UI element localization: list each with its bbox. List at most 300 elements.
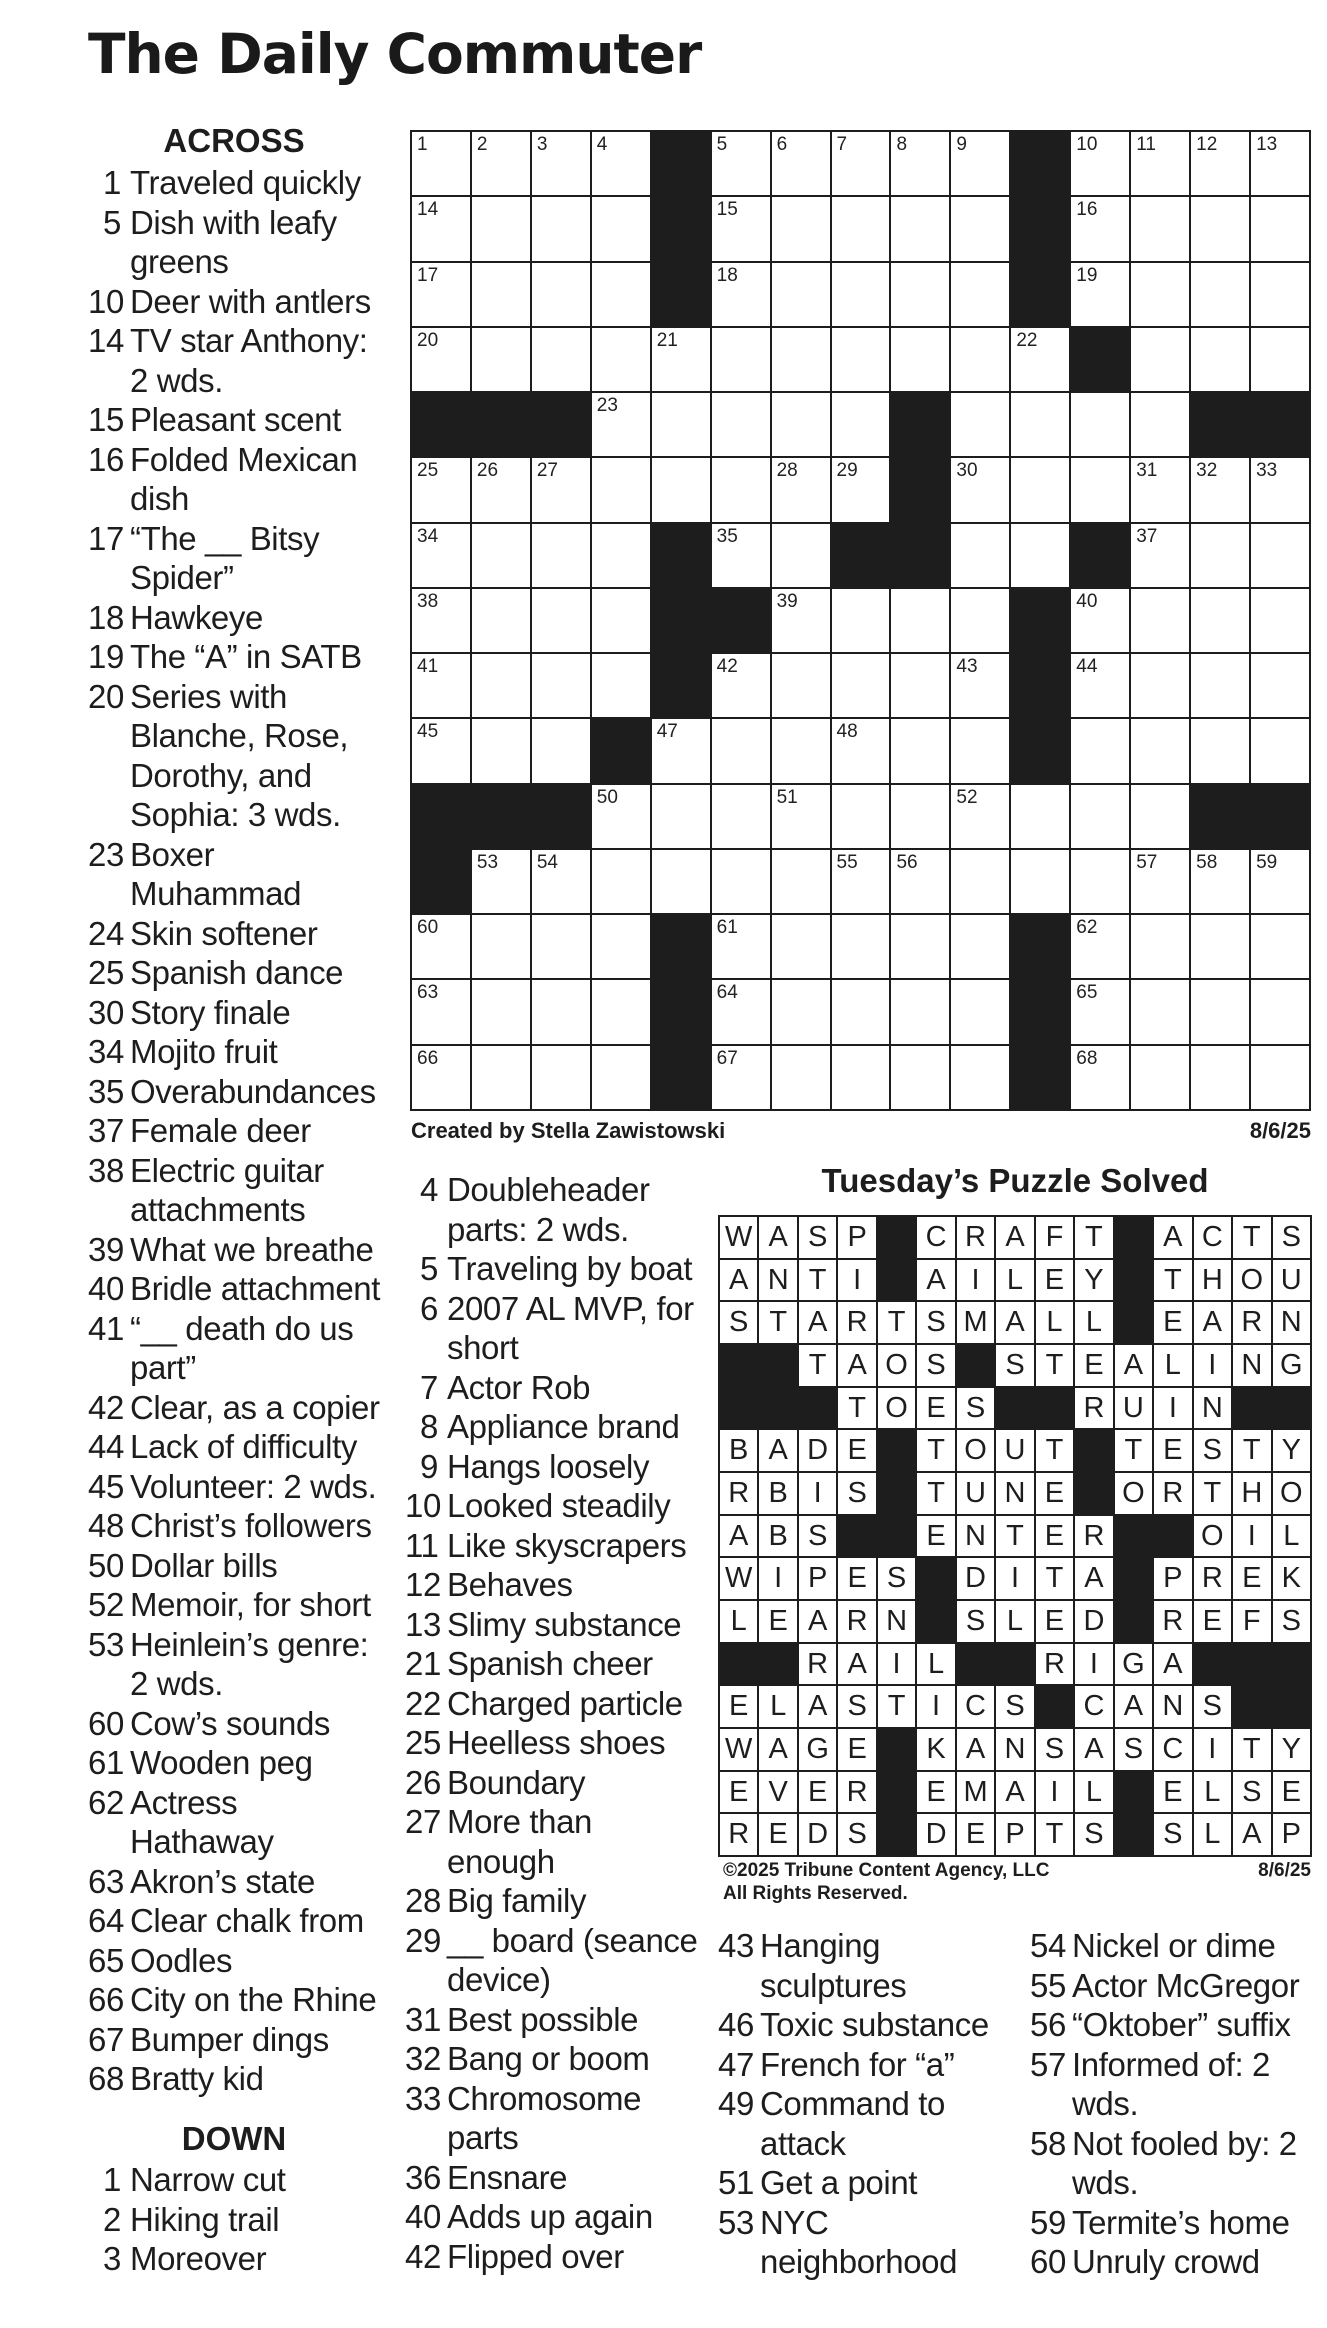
- grid-cell[interactable]: [712, 719, 770, 782]
- clue-number: 53: [718, 2203, 754, 2241]
- grid-cell[interactable]: [772, 850, 830, 913]
- solution-letter: E: [759, 1601, 796, 1642]
- grid-cell[interactable]: [592, 458, 650, 521]
- clue-text: City on the Rhine: [130, 1981, 377, 2018]
- grid-cell[interactable]: [1011, 328, 1069, 391]
- clue-item: [405, 1249, 705, 1289]
- down-clue-list-col4: [1030, 1926, 1320, 2282]
- solution-letter: E: [957, 1814, 994, 1855]
- grid-cell[interactable]: [1131, 458, 1189, 521]
- grid-cell[interactable]: [891, 850, 949, 913]
- grid-cell[interactable]: [772, 719, 830, 782]
- grid-cell[interactable]: [891, 785, 949, 848]
- grid-cell[interactable]: [1131, 197, 1189, 260]
- clue-text: “The __ Bitsy Spider”: [130, 519, 320, 596]
- solution-letter: A: [799, 1601, 836, 1642]
- grid-cell[interactable]: [1011, 393, 1069, 456]
- clue-item: [405, 1684, 705, 1724]
- grid-cell[interactable]: [1131, 524, 1189, 587]
- grid-cell[interactable]: [832, 328, 890, 391]
- grid-cell[interactable]: [1251, 980, 1309, 1043]
- grid-cell[interactable]: [832, 654, 890, 717]
- clue-item: [405, 2158, 705, 2198]
- grid-cell[interactable]: [772, 328, 830, 391]
- grid-cell[interactable]: [1011, 785, 1069, 848]
- grid-cell[interactable]: [472, 1046, 530, 1109]
- grid-cell[interactable]: [592, 393, 650, 456]
- grid-cell[interactable]: [1191, 980, 1249, 1043]
- solution-letter: P: [799, 1558, 836, 1599]
- grid-cell[interactable]: [532, 524, 590, 587]
- clue-text: Dish with leafy greens: [130, 203, 337, 280]
- solution-letter: S: [917, 1345, 954, 1386]
- grid-cell[interactable]: [1131, 654, 1189, 717]
- grid-cell[interactable]: [532, 850, 590, 913]
- solution-letter: E: [1273, 1772, 1310, 1813]
- grid-cell-number: 22: [1016, 329, 1038, 351]
- grid-cell[interactable]: [712, 328, 770, 391]
- grid-cell[interactable]: [532, 328, 590, 391]
- solution-letter: D: [957, 1558, 994, 1599]
- clue-item: [405, 1447, 705, 1487]
- solution-letter: T: [799, 1260, 836, 1301]
- solution-letter: D: [799, 1814, 836, 1855]
- clue-number: 42: [405, 2237, 441, 2275]
- solution-letter: O: [1194, 1516, 1231, 1557]
- grid-cell[interactable]: [412, 263, 470, 326]
- grid-cell[interactable]: [652, 328, 710, 391]
- solution-letter: G: [1273, 1345, 1310, 1386]
- solution-letter: A: [996, 1772, 1033, 1813]
- grid-cell[interactable]: [652, 458, 710, 521]
- clue-item: [88, 321, 388, 400]
- clue-item: [88, 440, 388, 519]
- grid-cell[interactable]: [712, 654, 770, 717]
- grid-cell[interactable]: [1191, 654, 1249, 717]
- grid-cell[interactable]: [472, 719, 530, 782]
- grid-cell[interactable]: [532, 980, 590, 1043]
- grid-cell[interactable]: [891, 132, 949, 195]
- grid-cell-number: 39: [776, 590, 798, 612]
- grid-cell[interactable]: [472, 197, 530, 260]
- grid-cell[interactable]: [1191, 915, 1249, 978]
- grid-cell[interactable]: [1191, 328, 1249, 391]
- grid-cell[interactable]: [412, 654, 470, 717]
- grid-cell-number: 35: [716, 525, 738, 547]
- clue-item: [88, 1151, 388, 1230]
- grid-cell-number: 31: [1136, 460, 1158, 482]
- grid-cell[interactable]: [832, 458, 890, 521]
- clue-number: 18: [88, 598, 124, 636]
- grid-cell[interactable]: [832, 915, 890, 978]
- grid-cell[interactable]: [592, 785, 650, 848]
- grid-cell[interactable]: [532, 589, 590, 652]
- grid-cell[interactable]: [532, 197, 590, 260]
- grid-cell[interactable]: [472, 654, 530, 717]
- grid-cell[interactable]: [532, 132, 590, 195]
- grid-cell[interactable]: [592, 1046, 650, 1109]
- grid-cell[interactable]: [891, 263, 949, 326]
- grid-cell[interactable]: [1011, 458, 1069, 521]
- grid-cell[interactable]: [712, 524, 770, 587]
- grid-cell[interactable]: [1071, 197, 1129, 260]
- grid-cell[interactable]: [472, 328, 530, 391]
- grid-cell[interactable]: [412, 1046, 470, 1109]
- grid-cell-number: 34: [417, 525, 439, 547]
- grid-cell[interactable]: [951, 393, 1009, 456]
- grid-cell[interactable]: [772, 132, 830, 195]
- grid-cell[interactable]: [1191, 263, 1249, 326]
- solution-letter: L: [996, 1601, 1033, 1642]
- grid-cell[interactable]: [712, 197, 770, 260]
- grid-cell[interactable]: [1071, 132, 1129, 195]
- solution-letter: E: [1154, 1430, 1191, 1471]
- grid-cell[interactable]: [412, 980, 470, 1043]
- clue-item: [405, 1486, 705, 1526]
- solution-letter: S: [838, 1473, 875, 1514]
- solution-letter: A: [1115, 1686, 1152, 1727]
- grid-cell[interactable]: [772, 197, 830, 260]
- grid-cell[interactable]: [832, 719, 890, 782]
- grid-cell[interactable]: [832, 132, 890, 195]
- grid-cell[interactable]: [472, 980, 530, 1043]
- grid-cell[interactable]: [832, 263, 890, 326]
- grid-cell[interactable]: [1251, 263, 1309, 326]
- grid-cell[interactable]: [412, 915, 470, 978]
- grid-cell[interactable]: [1251, 654, 1309, 717]
- grid-cell[interactable]: [472, 524, 530, 587]
- grid-cell[interactable]: [951, 132, 1009, 195]
- clue-number: 40: [405, 2198, 441, 2235]
- clue-number: 27: [405, 1803, 441, 1840]
- grid-cell[interactable]: [532, 458, 590, 521]
- grid-cell[interactable]: [1251, 524, 1309, 587]
- grid-cell[interactable]: [951, 524, 1009, 587]
- grid-cell-number: 64: [716, 982, 738, 1004]
- grid-cell[interactable]: [951, 980, 1009, 1043]
- clue-text: Bang or boom: [447, 2040, 650, 2077]
- clue-number: 46: [718, 2006, 754, 2043]
- grid-cell-number: 18: [716, 264, 738, 286]
- clue-item: [88, 282, 388, 322]
- grid-cell[interactable]: [592, 263, 650, 326]
- grid-cell[interactable]: [891, 719, 949, 782]
- solution-letter: B: [759, 1473, 796, 1514]
- grid-cell[interactable]: [1071, 915, 1129, 978]
- solution-letter: A: [799, 1302, 836, 1343]
- grid-cell[interactable]: [532, 719, 590, 782]
- grid-cell[interactable]: [712, 1046, 770, 1109]
- grid-cell[interactable]: [1071, 393, 1129, 456]
- clue-item: [405, 2000, 705, 2040]
- grid-cell[interactable]: [1071, 654, 1129, 717]
- grid-cell[interactable]: [472, 263, 530, 326]
- grid-cell-number: 62: [1076, 917, 1098, 939]
- grid-cell[interactable]: [652, 393, 710, 456]
- clue-text: Oodles: [130, 1941, 233, 1979]
- solution-letter: V: [759, 1772, 796, 1813]
- grid-cell[interactable]: [652, 785, 710, 848]
- solution-letter: A: [838, 1345, 875, 1386]
- solution-letter: N: [1194, 1388, 1231, 1429]
- clue-text: Clear chalk from: [130, 1902, 364, 1939]
- grid-cell[interactable]: [592, 132, 650, 195]
- grid-cell[interactable]: [951, 1046, 1009, 1109]
- clue-number: 59: [1030, 2203, 1066, 2241]
- grid-cell[interactable]: [832, 785, 890, 848]
- solution-letter: T: [878, 1302, 915, 1343]
- grid-cell[interactable]: [1191, 524, 1249, 587]
- grid-cell[interactable]: [1131, 785, 1189, 848]
- clue-number: 35: [88, 1072, 124, 1110]
- grid-cell[interactable]: [891, 328, 949, 391]
- clue-item: [405, 1565, 705, 1605]
- clue-item: [1030, 2124, 1320, 2203]
- grid-cell[interactable]: [592, 915, 650, 978]
- clue-text: Termite’s home: [1072, 2203, 1290, 2241]
- grid-cell[interactable]: [412, 458, 470, 521]
- grid-cell[interactable]: [1131, 850, 1189, 913]
- grid-cell[interactable]: [772, 263, 830, 326]
- clue-item: [718, 2084, 1008, 2163]
- grid-cell[interactable]: [772, 458, 830, 521]
- grid-cell[interactable]: [832, 1046, 890, 1109]
- grid-cell[interactable]: [951, 654, 1009, 717]
- grid-cell[interactable]: [712, 850, 770, 913]
- solution-letter: H: [1233, 1473, 1270, 1514]
- grid-cell[interactable]: [891, 1046, 949, 1109]
- grid-cell[interactable]: [1071, 785, 1129, 848]
- grid-cell[interactable]: [1071, 263, 1129, 326]
- grid-cell[interactable]: [891, 654, 949, 717]
- grid-cell[interactable]: [1131, 1046, 1189, 1109]
- solution-letter: A: [957, 1729, 994, 1770]
- grid-cell[interactable]: [1071, 719, 1129, 782]
- grid-cell[interactable]: [712, 132, 770, 195]
- grid-cell[interactable]: [412, 524, 470, 587]
- grid-cell[interactable]: [472, 589, 530, 652]
- grid-cell[interactable]: [592, 524, 650, 587]
- grid-cell[interactable]: [1191, 1046, 1249, 1109]
- solution-letter: E: [838, 1430, 875, 1471]
- clue-number: 36: [405, 2158, 441, 2196]
- grid-cell[interactable]: [1251, 719, 1309, 782]
- grid-cell[interactable]: [1071, 1046, 1129, 1109]
- grid-cell[interactable]: [1191, 132, 1249, 195]
- grid-cell[interactable]: [951, 197, 1009, 260]
- grid-cell[interactable]: [1251, 589, 1309, 652]
- grid-cell[interactable]: [1191, 458, 1249, 521]
- grid-cell[interactable]: [412, 197, 470, 260]
- clue-text: Hiking trail: [130, 2200, 280, 2238]
- grid-cell[interactable]: [1191, 850, 1249, 913]
- grid-cell[interactable]: [891, 980, 949, 1043]
- grid-cell[interactable]: [951, 263, 1009, 326]
- grid-cell[interactable]: [1251, 850, 1309, 913]
- grid-cell[interactable]: [1011, 850, 1069, 913]
- solution-letter: C: [1154, 1729, 1191, 1770]
- grid-cell[interactable]: [1251, 1046, 1309, 1109]
- grid-cell[interactable]: [951, 915, 1009, 978]
- grid-cell[interactable]: [772, 1046, 830, 1109]
- grid-cell[interactable]: [412, 328, 470, 391]
- clue-number: 53: [88, 1625, 124, 1663]
- solution-title: Tuesday’s Puzzle Solved: [821, 1162, 1209, 1199]
- grid-cell[interactable]: [532, 1046, 590, 1109]
- clue-item: [88, 1309, 388, 1388]
- grid-cell[interactable]: [472, 915, 530, 978]
- grid-cell[interactable]: [1251, 197, 1309, 260]
- grid-cell-number: 14: [417, 199, 439, 221]
- grid-cell[interactable]: [1131, 589, 1189, 652]
- clue-number: 14: [88, 322, 124, 359]
- grid-cell[interactable]: [772, 524, 830, 587]
- grid-cell[interactable]: [472, 850, 530, 913]
- grid-cell[interactable]: [1131, 719, 1189, 782]
- grid-cell[interactable]: [891, 197, 949, 260]
- clue-text: Actor McGregor: [1072, 1966, 1300, 2004]
- grid-cell[interactable]: [832, 393, 890, 456]
- grid-cell[interactable]: [532, 915, 590, 978]
- grid-cell-number: 10: [1076, 134, 1098, 155]
- grid-cell[interactable]: [592, 980, 650, 1043]
- grid-cell[interactable]: [1131, 132, 1189, 195]
- solution-letter: P: [1154, 1558, 1191, 1599]
- solution-letter: O: [957, 1430, 994, 1471]
- grid-cell[interactable]: [1071, 589, 1129, 652]
- grid-cell[interactable]: [712, 458, 770, 521]
- grid-cell[interactable]: [652, 719, 710, 782]
- clue-text: __ board (seance device): [447, 1921, 698, 1998]
- grid-cell[interactable]: [772, 589, 830, 652]
- grid-cell[interactable]: [1251, 458, 1309, 521]
- clue-number: 28: [405, 1882, 441, 1919]
- solution-letter: E: [720, 1772, 757, 1813]
- grid-cell[interactable]: [1251, 915, 1309, 978]
- clue-text: Best possible: [447, 2000, 639, 2038]
- clue-item: [88, 203, 388, 282]
- grid-cell[interactable]: [1191, 719, 1249, 782]
- grid-cell[interactable]: [412, 132, 470, 195]
- grid-cell[interactable]: [592, 197, 650, 260]
- clue-text: Chromosome parts: [447, 2079, 642, 2156]
- grid-cell[interactable]: [772, 654, 830, 717]
- grid-cell[interactable]: [1071, 980, 1129, 1043]
- grid-cell[interactable]: [832, 589, 890, 652]
- clue-text: Pleasant scent: [130, 401, 341, 438]
- grid-cell[interactable]: [412, 589, 470, 652]
- grid-cell[interactable]: [951, 785, 1009, 848]
- grid-cell[interactable]: [532, 263, 590, 326]
- solution-letter: T: [1075, 1217, 1112, 1258]
- solution-letter: S: [799, 1217, 836, 1258]
- grid-cell[interactable]: [472, 132, 530, 195]
- solution-letter: E: [1036, 1260, 1073, 1301]
- grid-cell[interactable]: [951, 719, 1009, 782]
- grid-cell[interactable]: [472, 458, 530, 521]
- clue-item: [88, 914, 388, 954]
- grid-cell[interactable]: [712, 915, 770, 978]
- clue-item: [1030, 1926, 1320, 1966]
- grid-cell[interactable]: [951, 850, 1009, 913]
- clue-text: 2007 AL MVP, for short: [447, 1289, 694, 1366]
- grid-cell[interactable]: [532, 654, 590, 717]
- solution-letter: C: [917, 1217, 954, 1258]
- solution-letter: E: [720, 1686, 757, 1727]
- solution-letter: A: [1154, 1217, 1191, 1258]
- grid-cell[interactable]: [832, 850, 890, 913]
- solution-letter: K: [1273, 1558, 1310, 1599]
- grid-cell[interactable]: [951, 328, 1009, 391]
- grid-cell[interactable]: [1131, 328, 1189, 391]
- crossword-grid: [410, 130, 1311, 1111]
- grid-cell[interactable]: [592, 654, 650, 717]
- grid-cell[interactable]: [832, 980, 890, 1043]
- clue-text: French for “a”: [760, 2045, 955, 2083]
- grid-cell[interactable]: [1191, 197, 1249, 260]
- grid-cell[interactable]: [712, 393, 770, 456]
- grid-cell[interactable]: [1071, 850, 1129, 913]
- solution-letter: T: [1036, 1345, 1073, 1386]
- grid-cell[interactable]: [1251, 328, 1309, 391]
- clue-text: Mojito fruit: [130, 1033, 278, 1070]
- grid-cell[interactable]: [1131, 980, 1189, 1043]
- solution-letter: T: [917, 1430, 954, 1471]
- grid-cell[interactable]: [1131, 263, 1189, 326]
- grid-cell[interactable]: [951, 589, 1009, 652]
- grid-cell[interactable]: [712, 263, 770, 326]
- grid-cell[interactable]: [712, 785, 770, 848]
- clue-number: 26: [405, 1763, 441, 1801]
- clue-item: [1030, 2005, 1320, 2045]
- grid-cell[interactable]: [1251, 132, 1309, 195]
- grid-cell[interactable]: [772, 980, 830, 1043]
- grid-cell[interactable]: [1191, 589, 1249, 652]
- solution-letter: R: [838, 1601, 875, 1642]
- clue-number: 30: [88, 993, 124, 1031]
- grid-cell[interactable]: [652, 850, 710, 913]
- clue-item: [405, 1368, 705, 1408]
- grid-cell[interactable]: [1011, 524, 1069, 587]
- grid-cell[interactable]: [412, 719, 470, 782]
- grid-cell[interactable]: [772, 393, 830, 456]
- grid-cell[interactable]: [1131, 915, 1189, 978]
- grid-cell[interactable]: [891, 915, 949, 978]
- grid-cell-number: 42: [716, 656, 738, 678]
- grid-cell[interactable]: [592, 850, 650, 913]
- grid-cell[interactable]: [891, 589, 949, 652]
- grid-cell-number: 55: [836, 851, 858, 873]
- clue-number: 25: [405, 1724, 441, 1761]
- grid-cell[interactable]: [951, 458, 1009, 521]
- grid-cell[interactable]: [1131, 393, 1189, 456]
- grid-cell[interactable]: [772, 785, 830, 848]
- clue-text: Overabundances: [130, 1072, 376, 1110]
- clue-item: [88, 2200, 388, 2240]
- clue-item: [88, 1427, 388, 1467]
- clue-item: [88, 953, 388, 993]
- grid-cell[interactable]: [832, 197, 890, 260]
- clue-text: Lack of difficulty: [130, 1428, 357, 1465]
- grid-cell[interactable]: [1071, 458, 1129, 521]
- grid-cell[interactable]: [592, 328, 650, 391]
- clue-item: [88, 1032, 388, 1072]
- solution-letter: N: [759, 1260, 796, 1301]
- clue-item: [718, 2005, 1008, 2045]
- grid-cell[interactable]: [712, 980, 770, 1043]
- grid-cell[interactable]: [772, 915, 830, 978]
- grid-cell[interactable]: [592, 589, 650, 652]
